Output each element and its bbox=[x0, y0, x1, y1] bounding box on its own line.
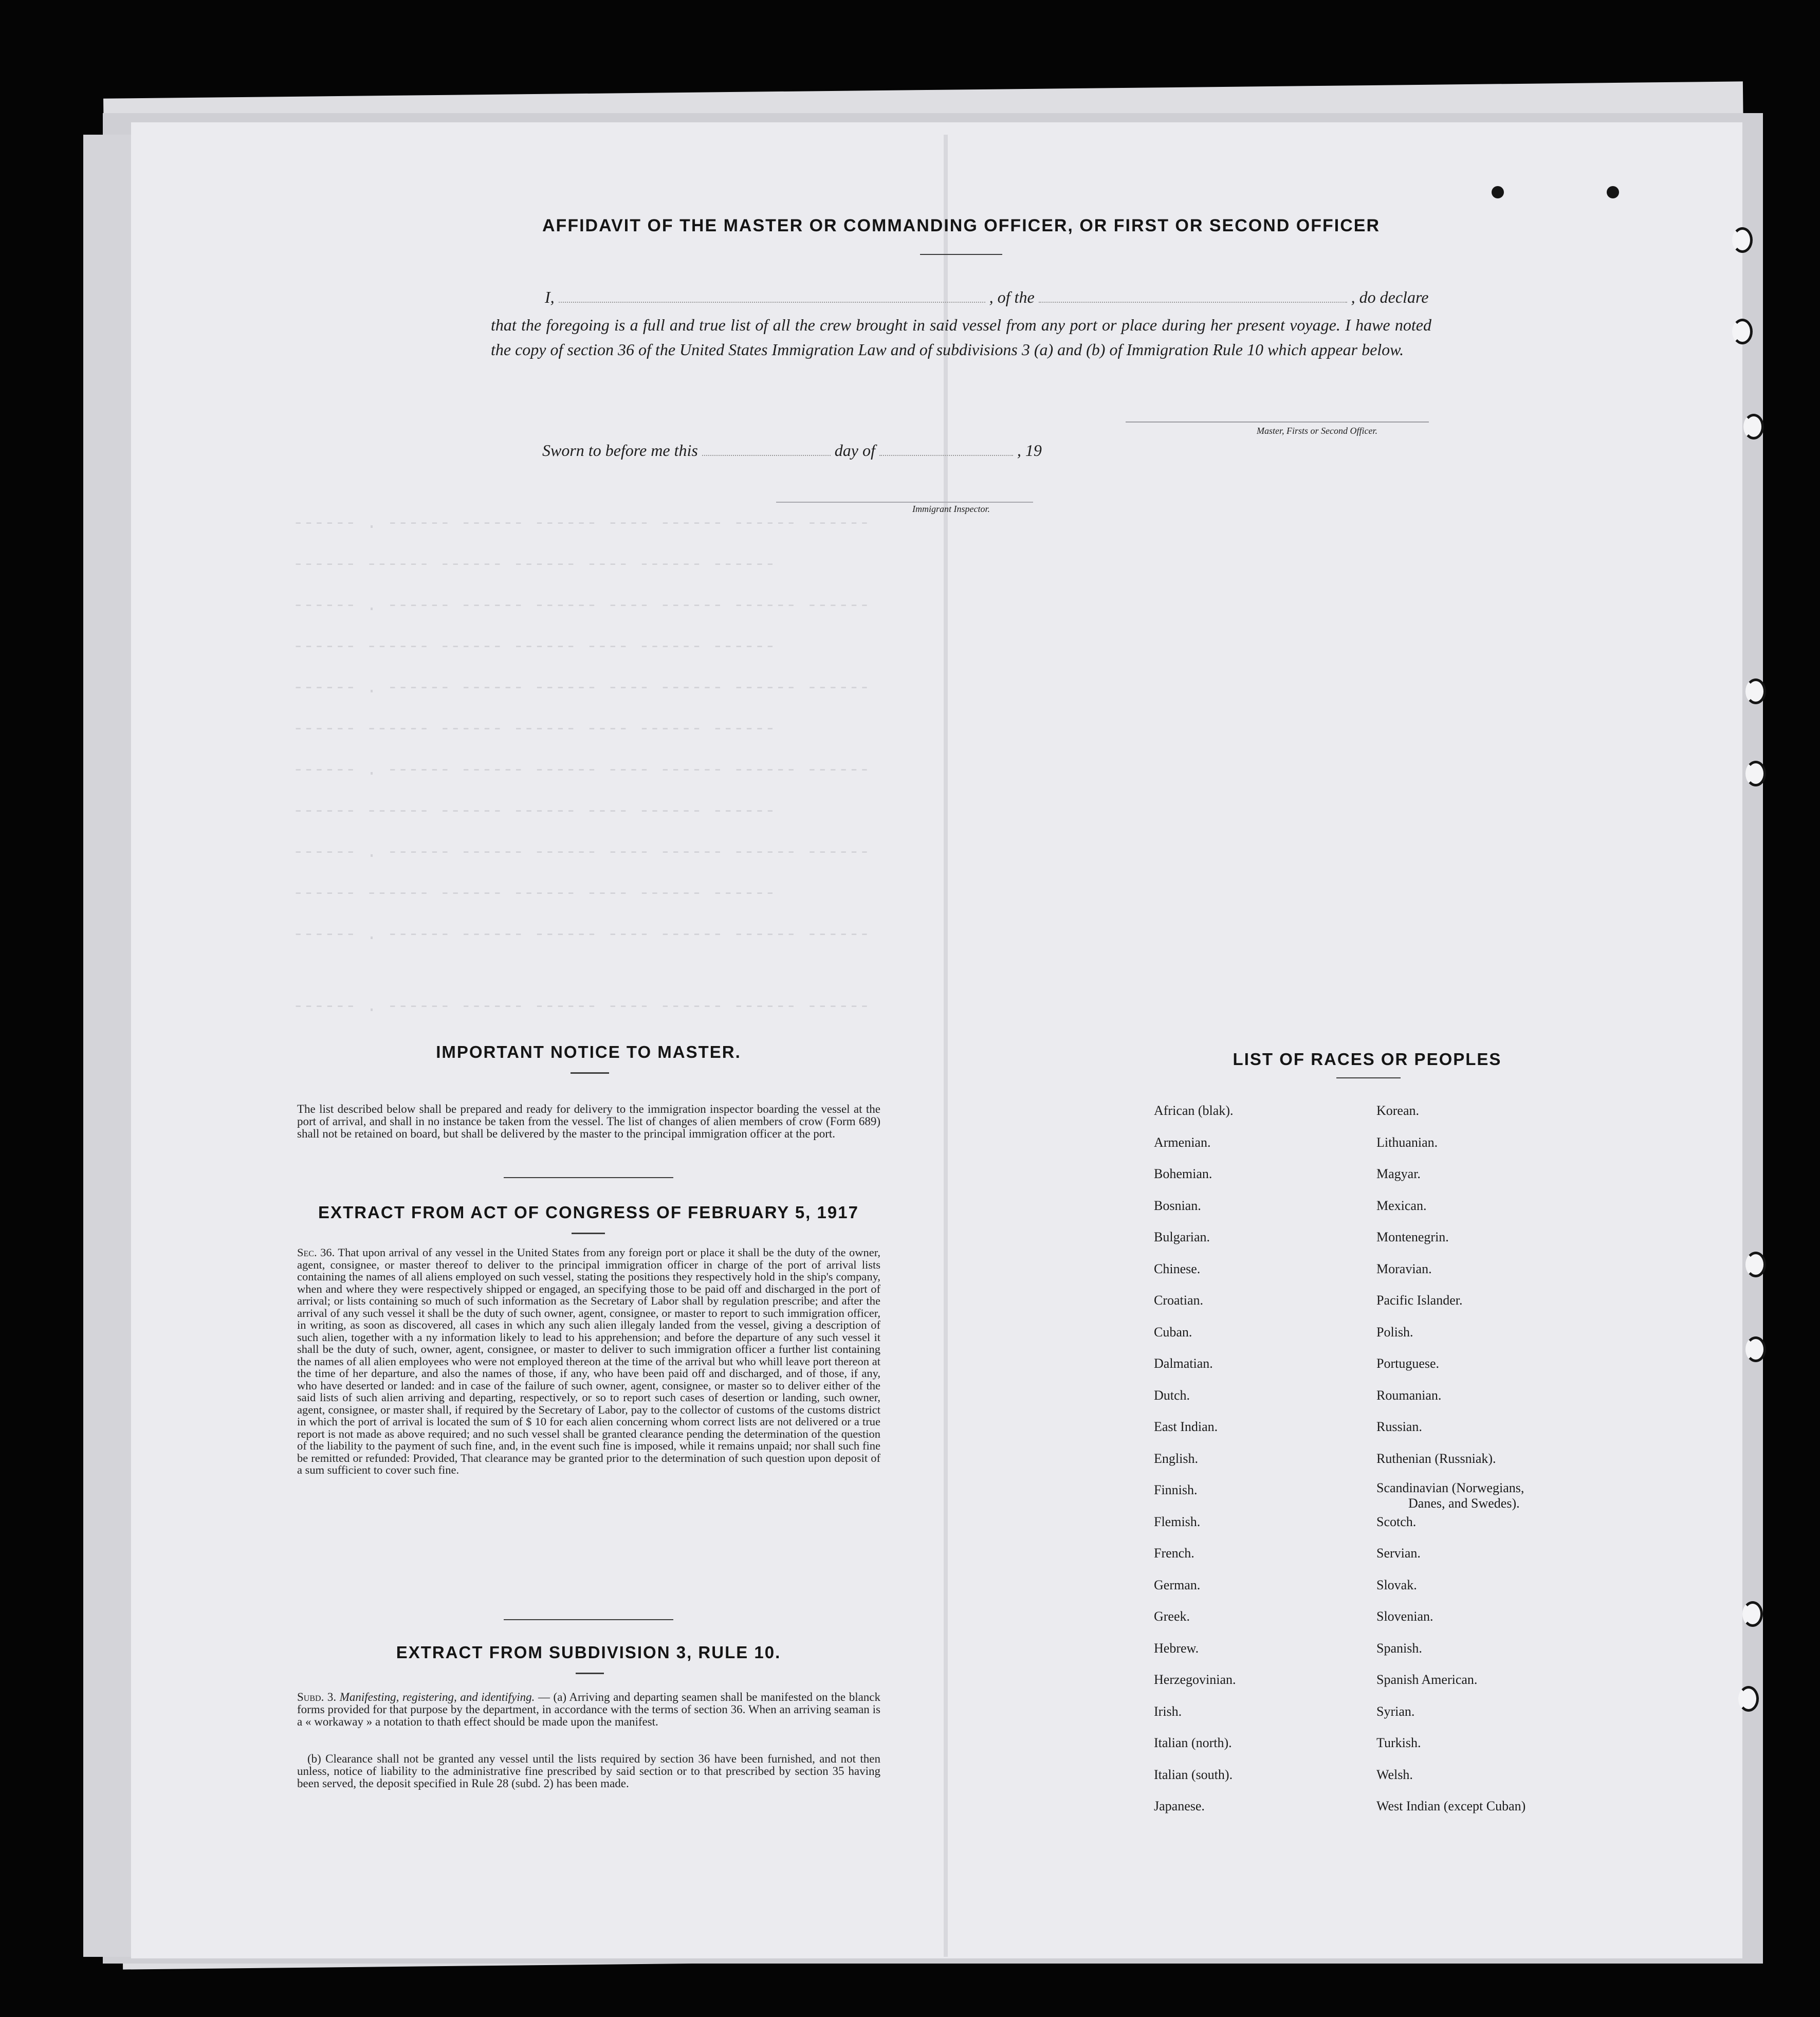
race-item: Scandinavian (Norwegians, Danes, and Swedes). bbox=[1376, 1474, 1525, 1506]
punch-dot bbox=[1607, 186, 1619, 198]
race-item: Irish. bbox=[1154, 1703, 1182, 1719]
binder-hole bbox=[1742, 1601, 1763, 1627]
race-item: Korean. bbox=[1376, 1103, 1420, 1118]
inspector-signature-line[interactable] bbox=[776, 502, 1033, 503]
binding-strip bbox=[83, 135, 134, 1957]
bleed-through-text: ------ ------ ------ ------ ---- ------ ------ bbox=[293, 720, 776, 739]
inspector-caption: Immigrant Inspector. bbox=[912, 504, 990, 514]
day-of-label: day of bbox=[834, 441, 875, 460]
race-item: Scotch. bbox=[1376, 1514, 1417, 1529]
act-divider bbox=[572, 1233, 605, 1234]
notice-text: The list described below shall be prepared and ready for delivery to the immigration inspector boarding the vessel at the port of arrival, and shall in no instance be taken from the vessel. The list of changes of alien members of crow (Form 689) shall not be retained on board, but shall be delivered by the master to the principal immigration officer at the port. bbox=[297, 1103, 880, 1140]
bleed-through-text: ------ ------ ------ ------ ---- ------ ------ bbox=[293, 802, 776, 821]
race-item: Chinese. bbox=[1154, 1261, 1201, 1276]
race-item: Bohemian. bbox=[1154, 1166, 1212, 1181]
race-item: Italian (north). bbox=[1154, 1735, 1232, 1750]
race-item-continuation: Danes, and Swedes). bbox=[1408, 1496, 1520, 1511]
binder-hole bbox=[1745, 1252, 1766, 1277]
race-item: West Indian (except Cuban) bbox=[1376, 1799, 1526, 1813]
race-item: Spanish. bbox=[1376, 1640, 1422, 1656]
races-column-2 bbox=[1376, 1095, 1525, 1822]
vessel-blank[interactable] bbox=[1039, 302, 1347, 303]
subd-heading: Manifesting, registering, and identifying. bbox=[339, 1691, 535, 1703]
act-sec-label: Sec. 36. bbox=[297, 1246, 335, 1259]
binder-hole bbox=[1732, 319, 1753, 344]
race-item: Russian. bbox=[1376, 1419, 1422, 1434]
sworn-month-blank[interactable] bbox=[879, 455, 1013, 456]
race-item: Dalmatian. bbox=[1154, 1356, 1213, 1371]
race-item: Cuban. bbox=[1154, 1324, 1192, 1340]
bleed-through-text: ------ . ------ ------ ------ ---- ------ ------ ------ bbox=[293, 596, 870, 616]
signature-caption: Master, Firsts or Second Officer. bbox=[1257, 426, 1377, 436]
race-item: Spanish American. bbox=[1376, 1672, 1478, 1687]
race-item: German. bbox=[1154, 1577, 1201, 1592]
signature-line[interactable] bbox=[1126, 421, 1429, 423]
section-divider bbox=[504, 1619, 673, 1620]
race-item: African (blak). bbox=[1154, 1103, 1234, 1118]
do-declare-label: , do declare bbox=[1351, 288, 1429, 306]
race-item: Flemish. bbox=[1154, 1514, 1201, 1529]
race-item: Bulgarian. bbox=[1154, 1230, 1210, 1244]
race-item: Japanese. bbox=[1154, 1799, 1205, 1813]
page-fold bbox=[944, 135, 948, 1957]
race-item: East Indian. bbox=[1154, 1419, 1218, 1434]
race-item: Dutch. bbox=[1154, 1387, 1190, 1403]
race-item: Lithuanian. bbox=[1376, 1134, 1438, 1150]
title-divider bbox=[920, 254, 1002, 255]
bleed-through-text: ------ ------ ------ ------ ---- ------ ------ bbox=[293, 884, 776, 904]
race-item: Servian. bbox=[1376, 1546, 1421, 1561]
subd-text-a: — (a) Arriving and departing seamen shall be manifested on the blanck forms provided for that purpose by the department, in accordance with the terms of section 36. When an arriving seaman is a « workaway » a notation to thath effect should be made upon the manifest. bbox=[297, 1691, 880, 1728]
race-item: Armenian. bbox=[1154, 1134, 1211, 1150]
declare-i: I, bbox=[545, 288, 555, 306]
race-item: Turkish. bbox=[1376, 1735, 1421, 1750]
race-item: Syrian. bbox=[1376, 1703, 1415, 1719]
race-item: Finnish. bbox=[1154, 1482, 1198, 1497]
bleed-through-text: ------ . ------ ------ ------ ---- ------ ------ ------ bbox=[293, 761, 870, 780]
race-item: French. bbox=[1154, 1546, 1194, 1561]
race-item: Welsh. bbox=[1376, 1767, 1413, 1782]
race-item: Moravian. bbox=[1376, 1261, 1432, 1276]
binder-hole bbox=[1745, 761, 1766, 786]
sworn-label: Sworn to before me this bbox=[542, 441, 698, 460]
race-item: Mexican. bbox=[1376, 1198, 1427, 1213]
of-the-label: , of the bbox=[989, 288, 1035, 306]
race-item: Herzegovinian. bbox=[1154, 1672, 1236, 1687]
races-divider bbox=[1336, 1077, 1401, 1078]
binder-hole bbox=[1732, 227, 1753, 253]
name-blank[interactable] bbox=[559, 302, 985, 303]
section-divider bbox=[504, 1177, 673, 1178]
punch-dot bbox=[1492, 186, 1504, 198]
race-item: Croatian. bbox=[1154, 1293, 1204, 1308]
bleed-through-text: ------ . ------ ------ ------ ---- ------ ------ ------ bbox=[293, 679, 870, 698]
bleed-through-text: ------ ------ ------ ------ ---- ------ ------ bbox=[293, 637, 776, 657]
race-item: Polish. bbox=[1376, 1324, 1413, 1340]
act-body: That upon arrival of any vessel in the United States from any foreign port or place it shall be the duty of the owner, agent, consignee, or master thereof to deliver to the principal immigration officer in charge of the port of arrival lists containing the names of all aliens employed on such vessel, stating the positions they respectively hold in the ship's company, when and where they were respectively shipped or engaged, an specifying those to be paid off and discharged in the port of arrival; or lists containing so much of such information as the Secretary of Labor shall by regulation prescribe; and after the arrival of any such vessel it shall be the duty of such owner, agent, consignee, or master to report to such immigration officer, in writing, as soon as discovered, all cases in which any such alien illegaly landed from the vessel, giving a description of such alien, together with a ny information likely to lead to his apprehension; and before the departure of any such vessel it shall be the duty of such, owner, agent, consignee, or master to deliver to such immigration officer a further list containing the names of all alien employees who were not employed thereon at the time of the arrival but who whill leave port thereon at the time of her departure, and also the names of those, if any, who have been paid off and discharged, and of those, if any, who have deserted or landed: and in case of the failure of such owner, agent, consignee, or master so to deliver either of the said lists of such alien arriving and departing, respectively, or so to report such cases of desertion or landing, such owner, agent, consignee, or master shall, if required by the Secretary of Labor, pay to the collector of customs of the customs district in which the port of arrival is located the sum of $ 10 for each alien concerning whom correct lists are not delivered or a true report is not made as above required; and no such vessel shall be granted clearance pending the determination of the question of the liability to the payment of such fine, and, in the event such fine is imposed, while it remains unpaid; nor shall such fine be remitted or refunded: Provided, That clearance may be granted prior to the determination of such question upon deposit of a sum sufficient to cover such fine. bbox=[297, 1246, 880, 1476]
notice-divider bbox=[571, 1072, 609, 1074]
race-item: Bosnian. bbox=[1154, 1198, 1201, 1213]
binder-hole bbox=[1745, 679, 1766, 704]
affidavit-declare-line bbox=[545, 288, 1431, 307]
binder-hole bbox=[1738, 1686, 1759, 1712]
race-item: Italian (south). bbox=[1154, 1767, 1233, 1782]
race-item: Greek. bbox=[1154, 1609, 1190, 1624]
rule-divider bbox=[576, 1673, 604, 1674]
bleed-through-text: ------ ------ ------ ------ ---- ------ ------ bbox=[293, 555, 776, 575]
race-item: Hebrew. bbox=[1154, 1640, 1199, 1656]
bleed-through-text: ------ . ------ ------ ------ ---- ------ ------ ------ bbox=[293, 925, 870, 945]
races-title: LIST OF RACES OR PEOPLES bbox=[1233, 1050, 1502, 1069]
race-item: Slovenian. bbox=[1376, 1609, 1433, 1624]
races-column-1 bbox=[1154, 1095, 1236, 1822]
race-item: Slovak. bbox=[1376, 1577, 1417, 1592]
rule-text-b: (b) Clearance shall not be granted any vessel until the lists required by section 36 have been furnished, and not then unless, notice of liability to the administrative fine prescribed by said section or to that prescribed by section 35 having been served, the deposit specified in Rule 28 (subd. 2) has been made. bbox=[297, 1752, 880, 1790]
subd-label: Subd. 3. bbox=[297, 1691, 337, 1703]
rule-text-a bbox=[297, 1691, 880, 1728]
race-item: Roumanian. bbox=[1376, 1387, 1442, 1403]
sworn-day-blank[interactable] bbox=[702, 455, 831, 456]
race-item: Pacific Islander. bbox=[1376, 1293, 1463, 1308]
binder-hole bbox=[1745, 1336, 1766, 1362]
binder-hole bbox=[1743, 414, 1764, 439]
race-item: Magyar. bbox=[1376, 1166, 1421, 1181]
bleed-through-text: ------ . ------ ------ ------ ---- ------ ------ ------ bbox=[293, 997, 870, 1017]
race-item: Montenegrin. bbox=[1376, 1230, 1449, 1244]
notice-title: IMPORTANT NOTICE TO MASTER. bbox=[436, 1042, 741, 1061]
race-item: Portuguese. bbox=[1376, 1356, 1440, 1371]
sworn-line bbox=[542, 441, 1042, 460]
race-item: English. bbox=[1154, 1451, 1198, 1466]
year-prefix: , 19 bbox=[1017, 441, 1042, 460]
race-item: Ruthenian (Russniak). bbox=[1376, 1451, 1496, 1466]
rule-title: EXTRACT FROM SUBDIVISION 3, RULE 10. bbox=[396, 1643, 781, 1662]
act-text bbox=[297, 1246, 880, 1476]
affidavit-body: that the foregoing is a full and true list of all the crew brought in said vessel from any port or place during her present voyage. I hawe noted the copy of section 36 of the United States Immigration Law and of subdivisions 3 (a) and (b) of Immigration Rule 10 which appear below. bbox=[491, 316, 1431, 359]
bleed-through-text: ------ . ------ ------ ------ ---- ------ ------ ------ bbox=[293, 843, 870, 863]
act-title: EXTRACT FROM ACT OF CONGRESS OF FEBRUARY 5, 1917 bbox=[318, 1203, 859, 1222]
bleed-through-text: ------ . ------ ------ ------ ---- ------ ------ ------ bbox=[293, 514, 870, 534]
affidavit-title: AFFIDAVIT OF THE MASTER OR COMMANDING OFFICER, OR FIRST OR SECOND OFFICER bbox=[542, 216, 1380, 235]
